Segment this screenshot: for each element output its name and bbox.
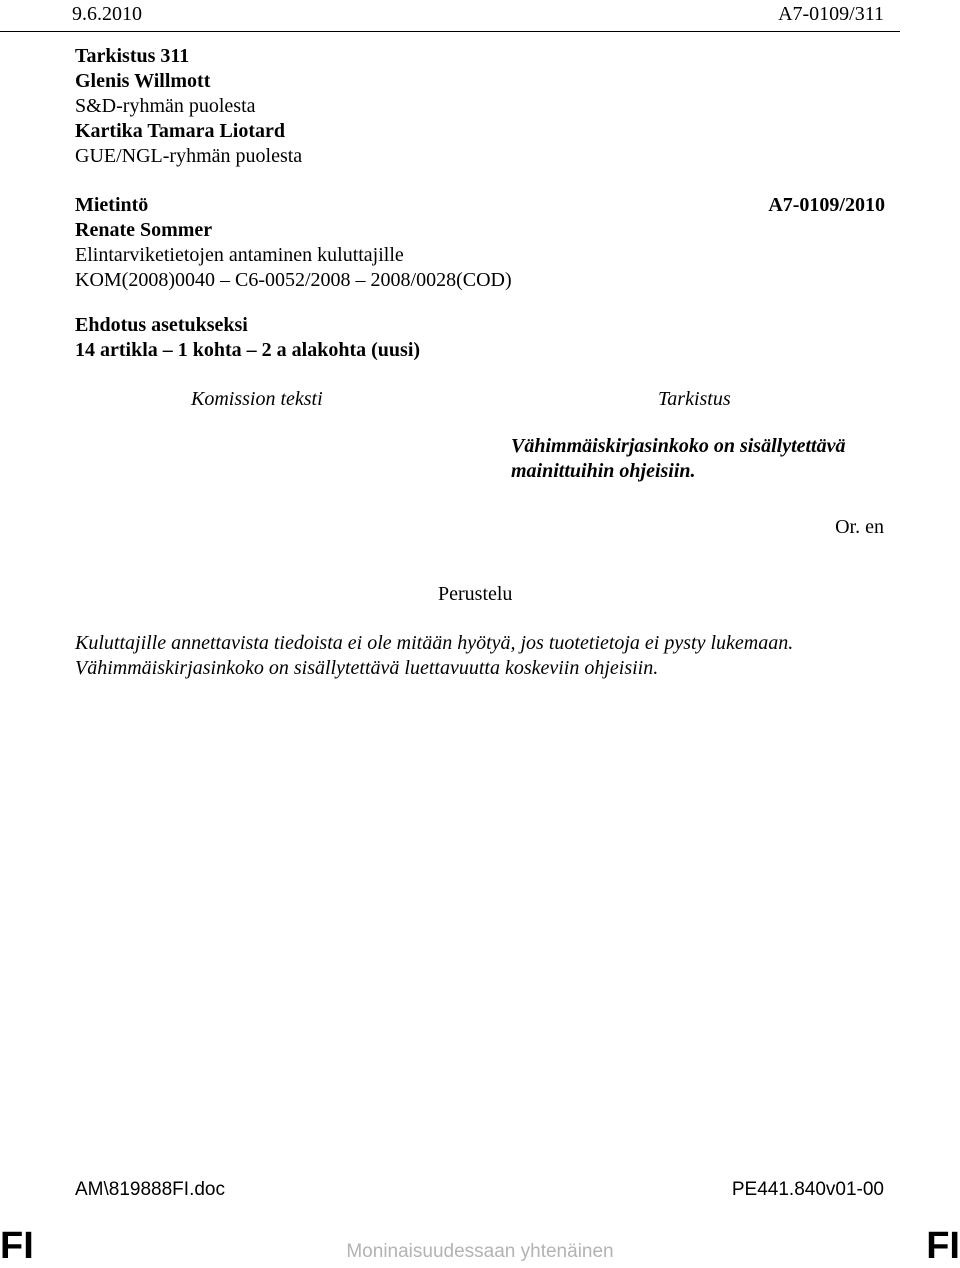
footer-pe-reference: PE441.840v01-00 — [731, 1179, 884, 1200]
report-reference: A7-0109/2010 — [768, 194, 885, 216]
group-1: S&D-ryhmän puolesta — [75, 95, 256, 117]
procedure-reference: KOM(2008)0040 – C6-0052/2008 – 2008/0028(COD) — [75, 269, 512, 291]
justification-heading: Perustelu — [438, 583, 513, 605]
footer-doc-reference: AM\819888FI.doc — [75, 1179, 225, 1200]
proposal-block — [75, 313, 420, 363]
amendment-block — [75, 44, 302, 169]
footer-language-left: FI — [0, 1225, 34, 1267]
author-2: Kartika Tamara Liotard — [75, 120, 286, 142]
column-commission-text: Komission teksti — [191, 388, 323, 410]
article-reference: 14 artikla – 1 kohta – 2 a alakohta (uusi) — [75, 339, 421, 361]
amendment-text-line-2: mainittuihin ohjeisiin. — [511, 460, 696, 482]
amendment-title: Tarkistus 311 — [75, 45, 190, 67]
report-block — [75, 193, 885, 293]
column-amendment: Tarkistus — [658, 388, 731, 410]
group-2: GUE/NGL-ryhmän puolesta — [75, 145, 303, 167]
justification-line-2: Vähimmäiskirjasinkoko on sisällytettävä luettavuutta koskeviin ohjeisiin. — [75, 657, 659, 679]
amendment-text-line-1: Vähimmäiskirjasinkoko on sisällytettävä — [511, 435, 846, 457]
footer-motto: Moninaisuudessaan yhtenäinen — [346, 1241, 614, 1262]
report-label: Mietintö — [75, 194, 149, 216]
header-divider — [0, 31, 900, 32]
report-subject: Elintarviketietojen antaminen kuluttajille — [75, 244, 404, 266]
justification-line-1: Kuluttajille annettavista tiedoista ei ole mitään hyötyä, jos tuotetietoja ei pysty lukemaan. — [75, 632, 794, 654]
header-date: 9.6.2010 — [72, 3, 142, 25]
proposal-label: Ehdotus asetukseksi — [75, 314, 248, 336]
header-reference: A7-0109/311 — [778, 3, 884, 25]
rapporteur: Renate Sommer — [75, 219, 213, 241]
author-1: Glenis Willmott — [75, 70, 211, 92]
original-language: Or. en — [835, 516, 884, 538]
footer-language-right: FI — [926, 1225, 960, 1267]
